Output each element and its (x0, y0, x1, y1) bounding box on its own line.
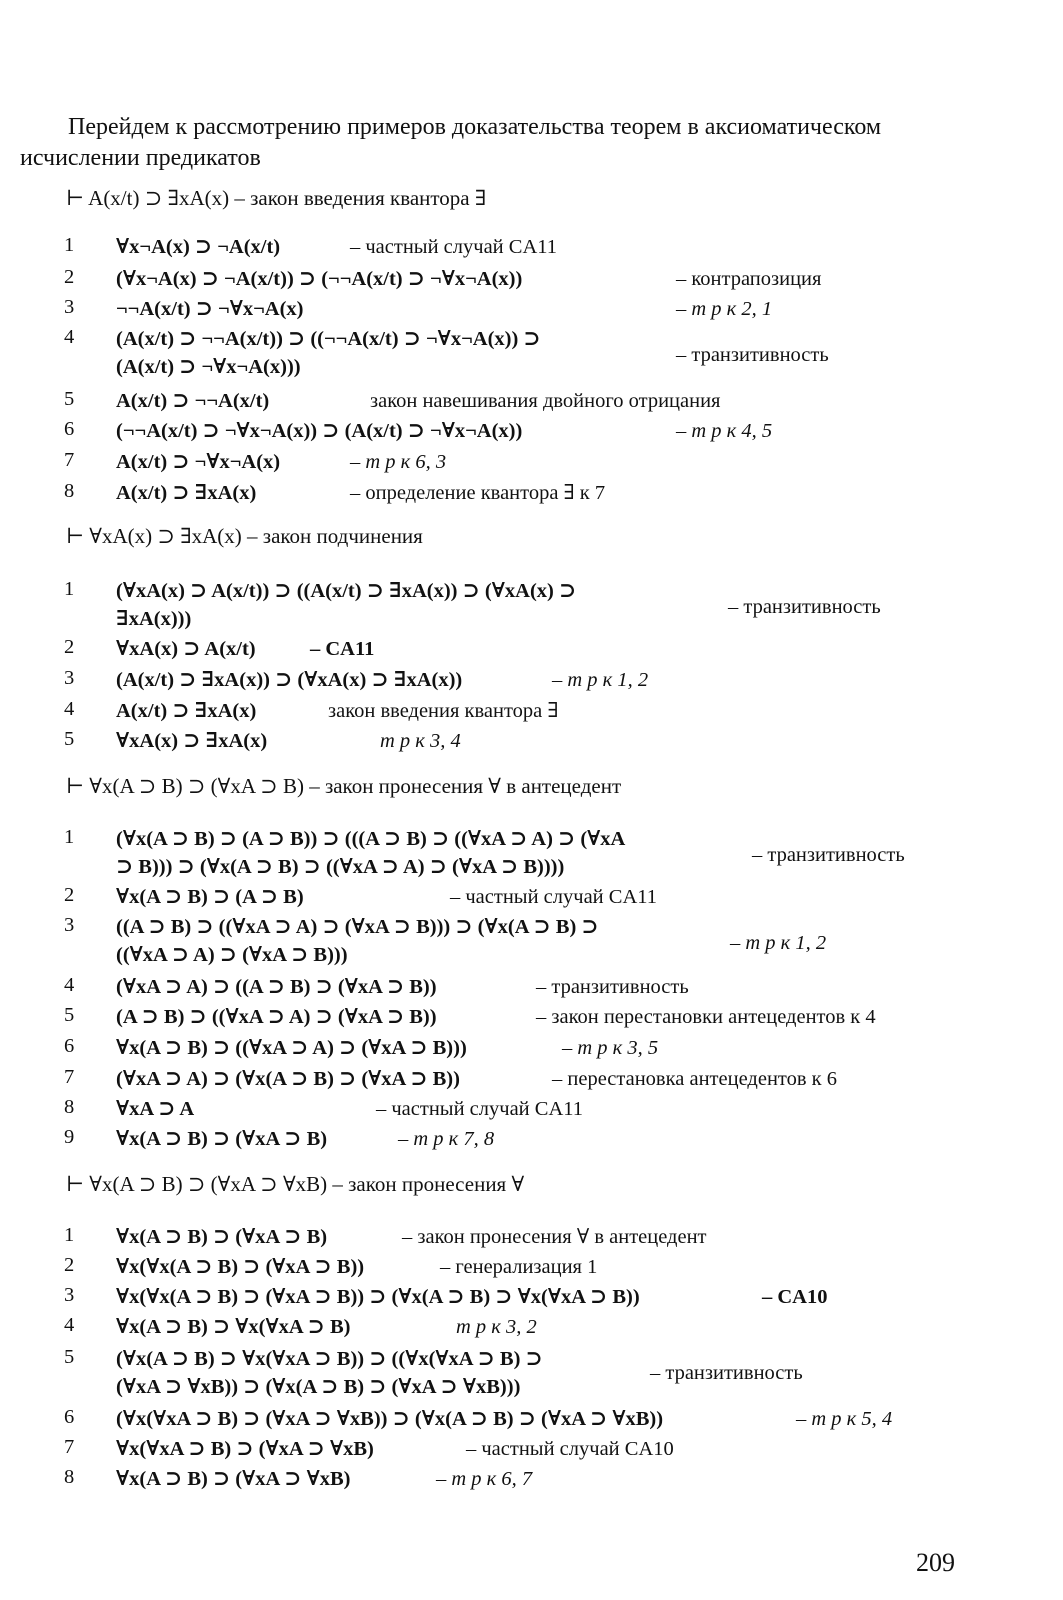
step-number: 6 (64, 1406, 75, 1428)
step-number: 4 (64, 1314, 75, 1336)
intro-paragraph: Перейдем к рассмотрению примеров доказательства теорем в аксиоматическом исчислении предикатов (20, 114, 882, 171)
step-justification: – m p к 6, 7 (436, 1468, 533, 1490)
step-justification: m p к 3, 4 (380, 730, 461, 752)
step-justification: – закон перестановки антецедентов к 4 (536, 1006, 876, 1028)
step-number: 5 (64, 1004, 75, 1026)
step-formula: ∀x(∀xA ⊃ B) ⊃ (∀xA ⊃ ∀xB) (116, 1438, 374, 1460)
step-formula-continuation: (∀xA ⊃ ∀xB)) ⊃ (∀x(A ⊃ B) ⊃ (∀xA ⊃ ∀xB))) (116, 1376, 521, 1398)
step-formula: (∀xA ⊃ A) ⊃ (∀x(A ⊃ B) ⊃ (∀xA ⊃ B)) (116, 1068, 460, 1090)
step-formula: ∀x(A ⊃ B) ⊃ ∀x(∀xA ⊃ B) (116, 1316, 351, 1338)
step-formula: ((A ⊃ B) ⊃ ((∀xA ⊃ A) ⊃ (∀xA ⊃ B))) ⊃ (∀x(A ⊃ B) ⊃ (116, 916, 599, 938)
theorem-heading: ⊢ ∀x(A ⊃ B) ⊃ (∀xA ⊃ ∀xB) – закон пронесения ∀ (66, 1172, 525, 1196)
step-number: 3 (64, 667, 75, 689)
step-formula-continuation: ⊃ B))) ⊃ (∀x(A ⊃ B) ⊃ ((∀xA ⊃ A) ⊃ (∀xA ⊃ B)))) (116, 856, 565, 878)
step-formula-continuation: ((∀xA ⊃ A) ⊃ (∀xA ⊃ B))) (116, 944, 348, 966)
step-justification: – m p к 7, 8 (398, 1128, 495, 1150)
step-number: 2 (64, 266, 75, 288)
step-formula: A(x/t) ⊃ ∃xA(x) (116, 482, 257, 504)
theorem-heading: ⊢ ∀x(A ⊃ B) ⊃ (∀xA ⊃ B) – закон пронесения ∀ в антецедент (66, 774, 622, 798)
step-number: 2 (64, 636, 75, 658)
step-number: 8 (64, 1096, 75, 1118)
step-formula: (A ⊃ B) ⊃ ((∀xA ⊃ A) ⊃ (∀xA ⊃ B)) (116, 1006, 437, 1028)
step-justification: – CA11 (310, 638, 375, 660)
step-formula: (∀x(A ⊃ B) ⊃ (A ⊃ B)) ⊃ (((A ⊃ B) ⊃ ((∀xA ⊃ A) ⊃ (∀xA (116, 828, 626, 850)
step-justification: m p к 3, 2 (456, 1316, 537, 1338)
step-number: 7 (64, 1436, 75, 1458)
step-justification: – контрапозиция (676, 268, 822, 290)
step-justification: – m p к 4, 5 (676, 420, 773, 442)
step-formula: ∀xA(x) ⊃ ∃xA(x) (116, 730, 268, 752)
step-justification: – закон пронесения ∀ в антецедент (402, 1226, 707, 1248)
theorem-heading: ⊢ A(x/t) ⊃ ∃xA(x) – закон введения квантора ∃ (66, 186, 487, 210)
step-formula: (∀x(A ⊃ B) ⊃ ∀x(∀xA ⊃ B)) ⊃ ((∀x(∀xA ⊃ B) ⊃ (116, 1348, 543, 1370)
step-number: 4 (64, 698, 75, 720)
step-number: 1 (64, 1224, 75, 1246)
step-justification: – частный случай CA10 (466, 1438, 674, 1460)
step-number: 7 (64, 449, 75, 471)
step-justification: – частный случай CA11 (350, 236, 557, 258)
step-formula-continuation: ∃xA(x))) (116, 608, 192, 630)
step-justification: – m p к 5, 4 (796, 1408, 893, 1430)
step-number: 2 (64, 884, 75, 906)
step-number: 5 (64, 728, 75, 750)
step-justification: – m p к 3, 5 (562, 1037, 659, 1059)
step-justification: – m p к 1, 2 (730, 932, 827, 954)
step-number: 8 (64, 1466, 75, 1488)
step-number: 1 (64, 578, 75, 600)
step-formula: ∀x(∀x(A ⊃ B) ⊃ (∀xA ⊃ B)) ⊃ (∀x(A ⊃ B) ⊃ ∀x(∀xA ⊃ B)) (116, 1286, 640, 1308)
step-formula: ∀xA(x) ⊃ A(x/t) (116, 638, 256, 660)
step-number: 8 (64, 480, 75, 502)
step-number: 5 (64, 1346, 75, 1368)
step-justification: – m p к 2, 1 (676, 298, 773, 320)
step-number: 1 (64, 826, 75, 848)
step-justification: – транзитивность (728, 596, 881, 618)
step-formula: (∀xA(x) ⊃ A(x/t)) ⊃ ((A(x/t) ⊃ ∃xA(x)) ⊃ (∀xA(x) ⊃ (116, 580, 577, 602)
step-number: 2 (64, 1254, 75, 1276)
step-formula: ∀x(A ⊃ B) ⊃ (∀xA ⊃ B) (116, 1128, 328, 1150)
step-justification: – частный случай CA11 (376, 1098, 583, 1120)
step-justification: – транзитивность (676, 344, 829, 366)
step-formula: A(x/t) ⊃ ¬∀x¬A(x) (116, 451, 281, 473)
step-justification: – m p к 1, 2 (552, 669, 649, 691)
step-formula: (¬¬A(x/t) ⊃ ¬∀x¬A(x)) ⊃ (A(x/t) ⊃ ¬∀x¬A(x)) (116, 420, 523, 442)
step-justification: – генерализация 1 (440, 1256, 598, 1278)
step-formula: (∀x¬A(x) ⊃ ¬A(x/t)) ⊃ (¬¬A(x/t) ⊃ ¬∀x¬A(x)) (116, 268, 523, 290)
step-justification: – CA10 (762, 1286, 828, 1308)
step-formula: (A(x/t) ⊃ ∃xA(x)) ⊃ (∀xA(x) ⊃ ∃xA(x)) (116, 669, 463, 691)
step-number: 4 (64, 326, 75, 348)
step-justification: – транзитивность (536, 976, 689, 998)
step-number: 7 (64, 1066, 75, 1088)
step-justification: – перестановка антецедентов к 6 (552, 1068, 837, 1090)
step-formula: ∀x(A ⊃ B) ⊃ (A ⊃ B) (116, 886, 304, 908)
step-number: 3 (64, 914, 75, 936)
step-formula: A(x/t) ⊃ ∃xA(x) (116, 700, 257, 722)
step-number: 1 (64, 234, 75, 256)
step-formula: ∀x(A ⊃ B) ⊃ (∀xA ⊃ B) (116, 1226, 328, 1248)
step-justification: – m p к 6, 3 (350, 451, 447, 473)
step-number: 4 (64, 974, 75, 996)
step-formula: (A(x/t) ⊃ ¬¬A(x/t)) ⊃ ((¬¬A(x/t) ⊃ ¬∀x¬A(x)) ⊃ (116, 328, 541, 350)
step-justification: – транзитивность (650, 1362, 803, 1384)
step-formula: (∀x(∀xA ⊃ B) ⊃ (∀xA ⊃ ∀xB)) ⊃ (∀x(A ⊃ B) ⊃ (∀xA ⊃ ∀xB)) (116, 1408, 664, 1430)
step-number: 6 (64, 1035, 75, 1057)
step-formula: A(x/t) ⊃ ¬¬A(x/t) (116, 390, 270, 412)
step-number: 9 (64, 1126, 75, 1148)
page-number: 209 (916, 1548, 955, 1577)
step-justification: – частный случай CA11 (450, 886, 657, 908)
theorem-heading: ⊢ ∀xA(x) ⊃ ∃xA(x) – закон подчинения (66, 524, 423, 548)
step-formula: ¬¬A(x/t) ⊃ ¬∀x¬A(x) (116, 298, 304, 320)
step-justification: – определение квантора ∃ к 7 (350, 482, 606, 504)
step-justification: закон навешивания двойного отрицания (370, 390, 721, 412)
step-number: 5 (64, 388, 75, 410)
step-number: 3 (64, 1284, 75, 1306)
step-formula-continuation: (A(x/t) ⊃ ¬∀x¬A(x))) (116, 356, 301, 378)
step-number: 3 (64, 296, 75, 318)
step-formula: ∀x(∀x(A ⊃ B) ⊃ (∀xA ⊃ B)) (116, 1256, 365, 1278)
step-justification: – транзитивность (752, 844, 905, 866)
step-formula: (∀xA ⊃ A) ⊃ ((A ⊃ B) ⊃ (∀xA ⊃ B)) (116, 976, 437, 998)
step-justification: закон введения квантора ∃ (328, 700, 559, 722)
step-formula: ∀x¬A(x) ⊃ ¬A(x/t) (116, 236, 281, 258)
step-formula: ∀x(A ⊃ B) ⊃ (∀xA ⊃ ∀xB) (116, 1468, 351, 1490)
step-formula: ∀x(A ⊃ B) ⊃ ((∀xA ⊃ A) ⊃ (∀xA ⊃ B))) (116, 1037, 467, 1059)
step-number: 6 (64, 418, 75, 440)
step-formula: ∀xA ⊃ A (116, 1098, 195, 1120)
